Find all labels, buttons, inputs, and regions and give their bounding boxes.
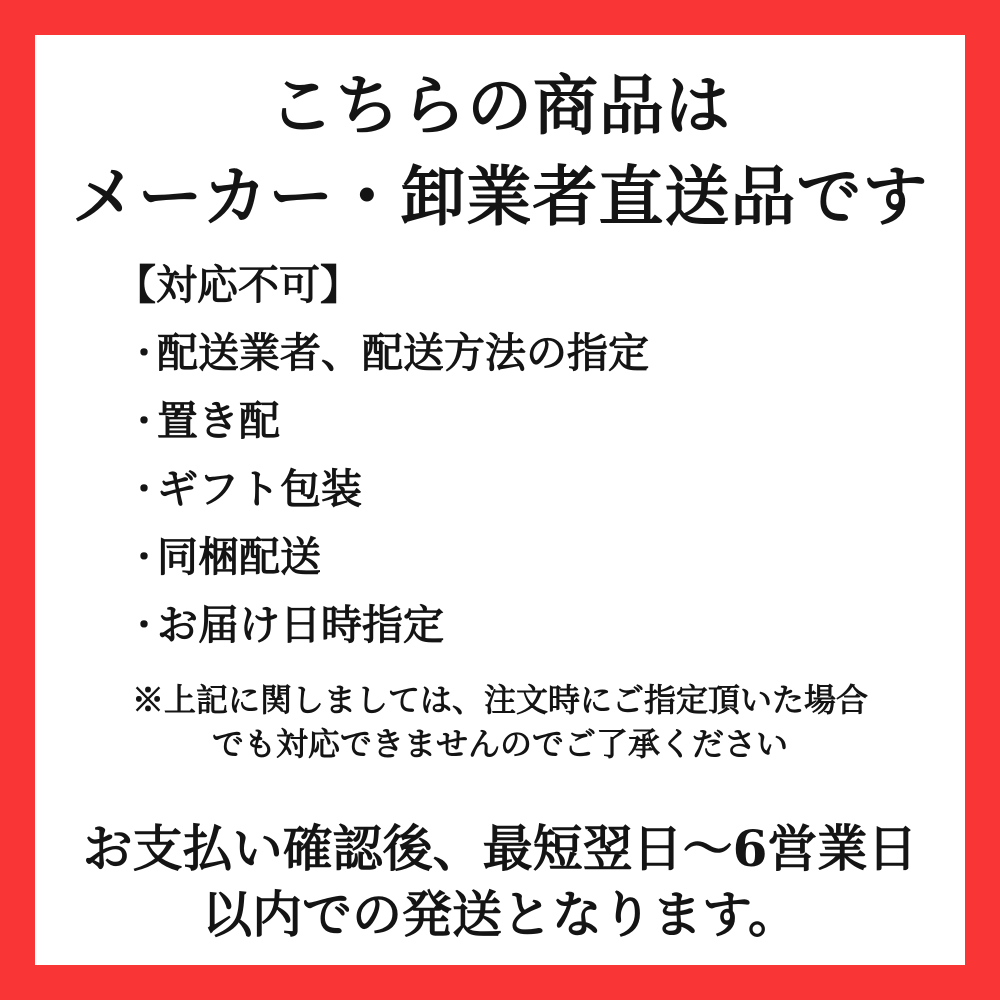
list-item <box>127 601 965 649</box>
list-item <box>127 533 965 581</box>
list-item <box>127 465 965 513</box>
list-item-text: ギフト包装 <box>157 465 362 513</box>
caveat-note <box>35 678 965 766</box>
note-line-2: でも対応できませんのでご了承ください <box>211 725 788 764</box>
list-item <box>127 329 965 377</box>
title-line-2: メーカー・卸業者直送品です <box>71 159 929 235</box>
page-title <box>35 61 965 243</box>
shipping-line-2: 以内での発送となります。 <box>202 885 798 945</box>
note-line-1: ※上記に関しましては、注文時にご指定頂いた場合 <box>131 681 868 719</box>
restrictions-list <box>115 329 965 649</box>
title-line-1: こちらの商品は <box>268 68 731 144</box>
list-item-text: 配送業者、配送方法の指定 <box>157 329 649 377</box>
restrictions-heading: 【対応不可】 <box>115 261 361 309</box>
list-item-text: 置き配 <box>157 397 280 445</box>
list-item <box>127 397 965 445</box>
bullet-icon: ・ <box>127 538 161 578</box>
restrictions-section <box>115 261 965 649</box>
bullet-icon: ・ <box>127 470 161 510</box>
bullet-icon: ・ <box>127 334 161 374</box>
shipping-line-1: お支払い確認後、最短翌日～6営業日 <box>82 819 918 879</box>
bullet-icon: ・ <box>127 606 161 646</box>
bullet-icon: ・ <box>127 402 161 442</box>
list-item-text: 同梱配送 <box>157 533 321 581</box>
shipping-info <box>35 816 965 948</box>
list-item-text: お届け日時指定 <box>157 601 444 649</box>
